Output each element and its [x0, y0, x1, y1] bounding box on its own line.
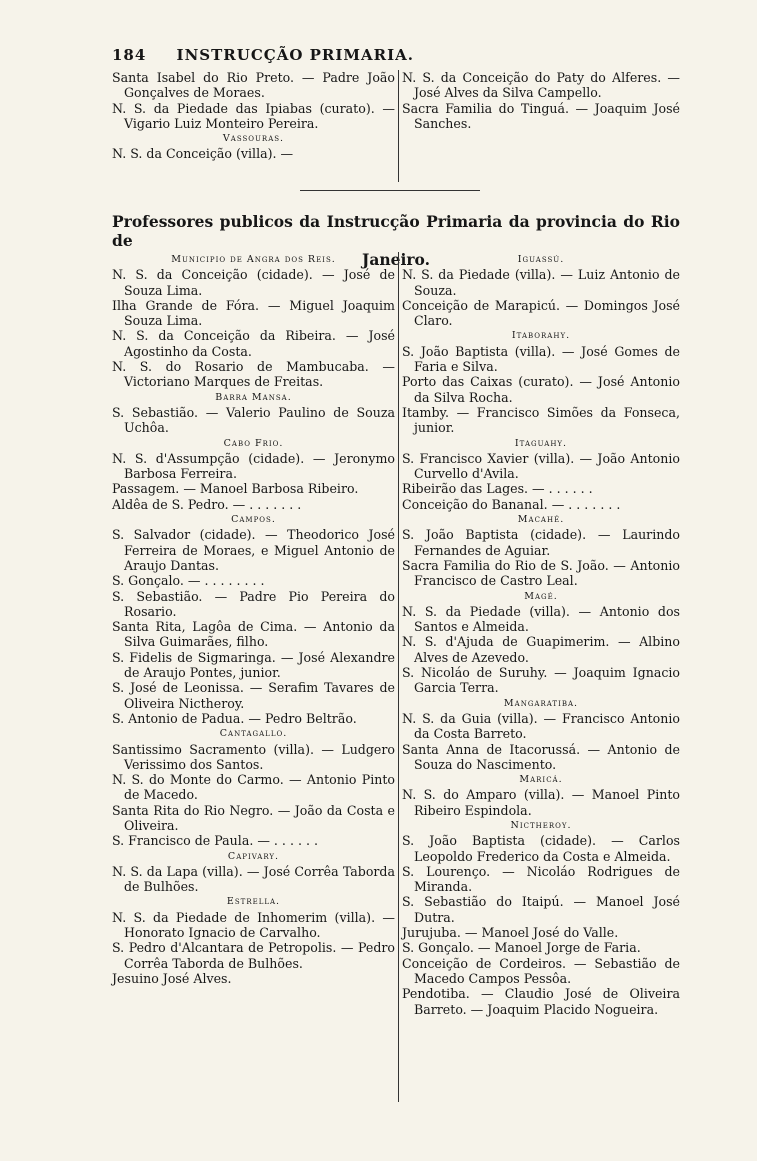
parish-entry: Sacra Familia do Rio de S. João. — Antonio Francisco de Castro Leal.	[402, 557, 680, 589]
municipality-heading: Itaguahy.	[514, 437, 568, 449]
parish-entry: N. S. do Amparo (villa). — Manoel Pinto Ribeiro Espindola.	[402, 787, 680, 818]
parish-entry: S. Sebastião. — Padre Pio Pereira do Rosario.	[112, 588, 395, 619]
running-title: INSTRUCÇÃO PRIMARIA.	[176, 46, 414, 64]
parish-entry: S. Sebastião do Itaipú. — Manoel José Dutra.	[402, 894, 680, 925]
municipality-heading: Macahé.	[517, 514, 565, 526]
parish-entry: Itamby. — Francisco Simões da Fonseca, junior.	[402, 404, 680, 436]
page-number: 184	[112, 46, 147, 64]
parish-entry: S. Antonio de Padua. — Pedro Beltrão.	[112, 710, 357, 726]
municipality-heading: Itaborahy.	[511, 330, 571, 342]
parish-entry: N. S. da Conceição da Ribeira. — José Agostinho da Costa.	[112, 328, 395, 359]
parish-entry: Porto das Caixas (curato). — José Antonio da Silva Rocha.	[402, 374, 680, 405]
parish-entry: Santa Isabel do Rio Preto. — Padre João Gonçalves de Moraes.	[112, 70, 395, 101]
parish-entry: Santa Rita do Rio Negro. — João da Costa e Oliveira.	[112, 802, 395, 833]
parish-entry: Jurujuba. — Manoel José do Valle.	[402, 925, 619, 941]
parish-entry: N. S. do Monte do Carmo. — Antonio Pinto de Macedo.	[112, 772, 395, 803]
top-right-column	[402, 70, 680, 131]
parish-entry: Santa Anna de Itacorussá. — Antonio de Souza do Nascimento.	[402, 741, 680, 772]
municipality-heading: Barra Mansa.	[215, 391, 292, 403]
municipality-heading: Estrella.	[226, 896, 281, 908]
parish-entry: Conceição de Cordeiros. — Sebastião de Macedo Campos Pessôa.	[402, 955, 680, 986]
parish-entry: S. Francisco de Paula. — . . . . . .	[112, 833, 318, 849]
parish-entry: Jesuino José Alves.	[112, 970, 232, 986]
parish-entry: S. João Baptista (cidade). — Laurindo Fernandes de Aguiar.	[402, 527, 680, 558]
top-column-divider	[398, 70, 399, 182]
municipality-heading: Capivary.	[227, 850, 280, 862]
parish-entry: S. João Baptista (villa). — José Gomes de Faria e Silva.	[402, 343, 680, 375]
municipality-heading: Iguassú.	[517, 254, 565, 265]
heading-line-1: Professores publicos da Instrucção Primaria da provincia do Rio de	[112, 212, 680, 250]
municipality-heading: Mangaratiba.	[503, 697, 579, 709]
parish-entry: N. S. da Piedade de Inhomerim (villa). — Honorato Ignacio de Carvalho.	[112, 909, 395, 941]
parish-entry: N. S. da Piedade das Ipiabas (curato). — Vigario Luiz Monteiro Pereira.	[112, 100, 395, 131]
parish-entry: Sacra Familia do Tinguá. — Joaquim José Sanches.	[402, 100, 680, 131]
section-rule	[300, 190, 480, 191]
parish-entry: N. S. da Conceição do Paty do Alferes. — José Alves da Silva Campello.	[402, 70, 680, 101]
parish-entry: N. S. da Guia (villa). — Francisco Antonio da Costa Barreto.	[402, 710, 680, 742]
parish-entry: Ilha Grande de Fóra. — Miguel Joaquim Souza Lima.	[112, 297, 395, 329]
municipality-heading: Vassouras.	[222, 133, 285, 145]
top-left-column	[112, 70, 395, 162]
column-divider	[398, 252, 399, 1102]
running-header	[112, 46, 572, 64]
municipality-heading: Campos.	[231, 514, 276, 526]
parish-entry: Conceição do Bananal. — . . . . . . .	[402, 496, 621, 512]
parish-entry: N. S. d'Ajuda de Guapimerim. — Albino Alves de Azevedo.	[402, 634, 680, 665]
parish-entry: Ribeirão das Lages. — . . . . . .	[402, 481, 593, 497]
municipality-heading: Maricá.	[519, 774, 563, 786]
parish-entry: N. S. d'Assumpção (cidade). — Jeronymo Barbosa Ferreira.	[112, 450, 395, 482]
parish-entry: Santissimo Sacramento (villa). — Ludgero Verissimo dos Santos.	[112, 741, 395, 772]
parish-entry: S. Francisco Xavier (villa). — João Antonio Curvello d'Avila.	[402, 450, 680, 482]
parish-entry: S. Sebastião. — Valerio Paulino de Souza Uchôa.	[112, 404, 395, 436]
heading-line-2: Janeiro.	[361, 250, 431, 269]
parish-entry: N. S. da Conceição (cidade). — José de Souza Lima.	[112, 267, 395, 298]
parish-entry: N. S. da Conceição (villa). —	[112, 146, 294, 162]
parish-entry: S. Nicoláo de Suruhy. — Joaquim Ignacio Garcia Terra.	[402, 665, 680, 696]
parish-entry: N. S. da Lapa (villa). — José Corrêa Taborda de Bulhões.	[112, 863, 395, 895]
parish-entry: N. S. da Piedade (villa). — Antonio dos Santos e Almeida.	[402, 603, 680, 635]
parish-entry: Conceição de Marapicú. — Domingos José Claro.	[402, 297, 680, 329]
parish-entry: Santa Rita, Lagôa de Cima. — Antonio da Silva Guimarães, filho.	[112, 619, 395, 650]
parish-entry: S. Fidelis de Sigmaringa. — José Alexandre de Araujo Pontes, junior.	[112, 649, 395, 681]
parish-entry: S. Gonçalo. — Manoel Jorge de Faria.	[402, 940, 641, 956]
parish-entry: S. José de Leonissa. — Serafim Tavares de Oliveira Nictheroy.	[112, 680, 395, 711]
left-column	[112, 252, 395, 986]
municipality-heading: Magé.	[524, 590, 558, 602]
municipality-heading: Municipio de Angra dos Reis.	[171, 254, 336, 265]
municipality-heading: Cabo Frio.	[223, 437, 284, 449]
parish-entry: Passagem. — Manoel Barbosa Ribeiro.	[112, 481, 359, 497]
parish-entry: S. Gonçalo. — . . . . . . . .	[112, 573, 265, 589]
parish-entry: Pendotiba. — Claudio José de Oliveira Barreto. — Joaquim Placido Nogueira.	[402, 986, 680, 1017]
parish-entry: N. S. do Rosario de Mambucaba. — Victoriano Marques de Freitas.	[112, 359, 395, 390]
parish-entry: S. Pedro d'Alcantara de Petropolis. — Pedro Corrêa Taborda de Bulhões.	[112, 940, 395, 971]
parish-entry: Aldêa de S. Pedro. — . . . . . . .	[112, 496, 302, 512]
municipality-heading: Cantagallo.	[219, 728, 288, 740]
right-column	[402, 252, 680, 1017]
parish-entry: S. Lourenço. — Nicoláo Rodrigues de Miranda.	[402, 863, 680, 895]
parish-entry: N. S. da Piedade (villa). — Luiz Antonio de Souza.	[402, 267, 680, 298]
parish-entry: S. João Baptista (cidade). — Carlos Leopoldo Frederico da Costa e Almeida.	[402, 833, 680, 864]
municipality-heading: Nictheroy.	[510, 819, 572, 831]
parish-entry: S. Salvador (cidade). — Theodorico José Ferreira de Moraes, e Miguel Antonio de Araujo Dantas.	[112, 527, 395, 573]
